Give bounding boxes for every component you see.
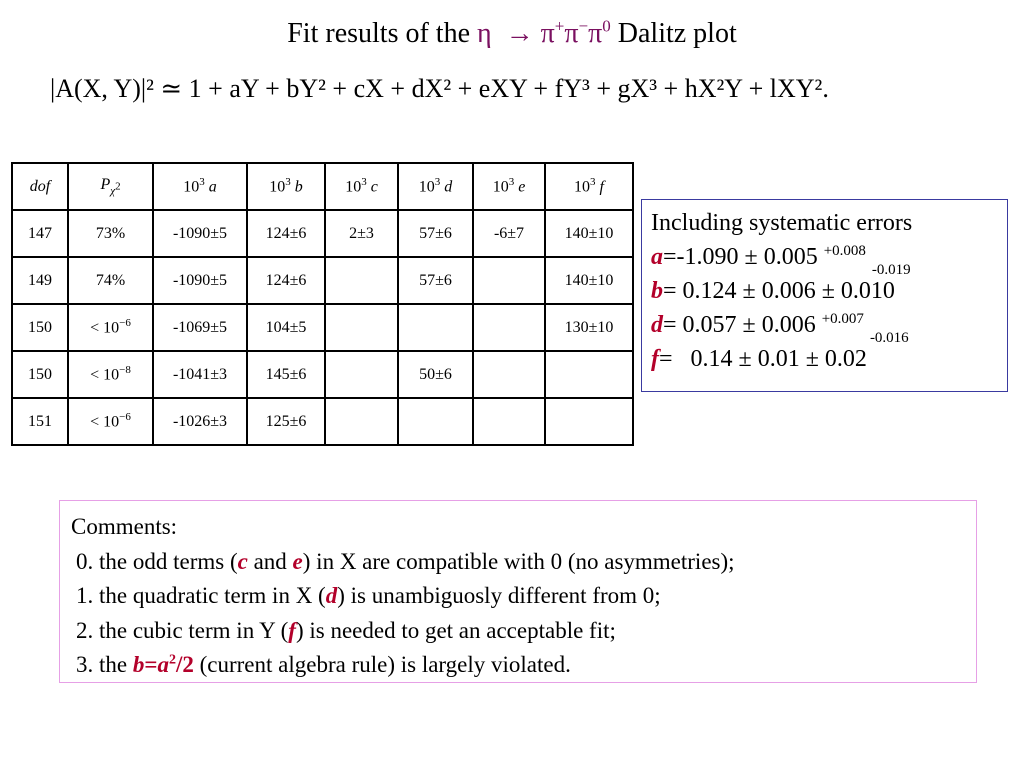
table-cell: -1069±5: [153, 304, 247, 351]
table-cell: 147: [12, 210, 68, 257]
table-cell: [473, 304, 545, 351]
comment-line-3: 3. the $b=a^2/2$ (current algebra rule) is largely violated.: [76, 652, 571, 677]
header-p-chi2: $P_{\chi^2}$: [68, 163, 153, 210]
table-cell: -1090±5: [153, 210, 247, 257]
header-e: $10^3$ e: [473, 163, 545, 210]
table-cell: 150: [12, 304, 68, 351]
table-cell: -1026±3: [153, 398, 247, 445]
fit-results-table: [11, 162, 634, 446]
table-cell: [325, 304, 398, 351]
table-cell: 140±10: [545, 210, 633, 257]
header-b: $10^3$ b: [247, 163, 325, 210]
header-c: $10^3$ c: [325, 163, 398, 210]
table-cell: < $10^{-6}$: [68, 398, 153, 445]
table-row: [12, 351, 633, 398]
arrow-symbol: →: [505, 18, 534, 49]
table-cell: [325, 398, 398, 445]
table-cell: 50±6: [398, 351, 473, 398]
table-cell: [398, 304, 473, 351]
table-cell: [473, 257, 545, 304]
table-cell: 124±6: [247, 257, 325, 304]
title-prefix: Fit results of the: [287, 18, 470, 49]
table-cell: 149: [12, 257, 68, 304]
table-header-row: [12, 163, 633, 210]
table-cell: 57±6: [398, 257, 473, 304]
systematics-title: Including systematic errors: [651, 210, 913, 236]
table-cell: -1041±3: [153, 351, 247, 398]
table-cell: 57±6: [398, 210, 473, 257]
table-cell: 125±6: [247, 398, 325, 445]
table-cell: [473, 351, 545, 398]
formula-text: |A(X, Y)|² ≃ 1 + aY + bY² + cX + dX² + eXY + fY³ + gX³ + hX²Y + lXY².: [50, 74, 829, 103]
table-row: [12, 398, 633, 445]
table-cell: 145±6: [247, 351, 325, 398]
title-suffix: Dalitz plot: [617, 18, 737, 49]
table-cell: 140±10: [545, 257, 633, 304]
table-cell: < $10^{-8}$: [68, 351, 153, 398]
comment-line-0: 0. the odd terms (c and e) in X are compatible with 0 (no asymmetries);: [76, 548, 735, 574]
comments-title: Comments:: [71, 514, 178, 539]
header-dof: dof: [12, 163, 68, 210]
comment-line-1: 1. the quadratic term in X (d) is unambiguosly different from 0;: [76, 583, 661, 608]
table-row: [12, 304, 633, 351]
table-row: [12, 210, 633, 257]
amplitude-formula: [50, 74, 1000, 104]
table-cell: 130±10: [545, 304, 633, 351]
header-a: $10^3$ a: [153, 163, 247, 210]
table-cell: 2±3: [325, 210, 398, 257]
slide-title: [0, 18, 1024, 50]
param-a-line: a=-1.090 ± 0.005 $^{+0.008}_{-0.019}$: [651, 243, 911, 278]
table-row: [12, 257, 633, 304]
table-cell: 104±5: [247, 304, 325, 351]
pi-minus: π−: [564, 16, 589, 49]
table-cell: 74%: [68, 257, 153, 304]
table-cell: 151: [12, 398, 68, 445]
table-cell: 150: [12, 351, 68, 398]
param-d-line: d= 0.057 ± 0.006 $^{+0.007}_{-0.016}$: [651, 311, 909, 346]
table-cell: [545, 398, 633, 445]
table-cell: [545, 351, 633, 398]
comment-line-2: 2. the cubic term in Y (f) is needed to get an acceptable fit;: [76, 617, 616, 643]
eta-symbol: η: [477, 18, 492, 49]
param-b-line: b= 0.124 ± 0.006 ± 0.010: [651, 278, 895, 304]
table-cell: -6±7: [473, 210, 545, 257]
table-cell: 124±6: [247, 210, 325, 257]
header-f: $10^3$ f: [545, 163, 633, 210]
table-cell: -1090±5: [153, 257, 247, 304]
table-cell: 73%: [68, 210, 153, 257]
table-cell: [325, 257, 398, 304]
header-d: $10^3$ d: [398, 163, 473, 210]
pi-plus: π+: [540, 16, 565, 49]
table-cell: [398, 398, 473, 445]
table-cell: [473, 398, 545, 445]
table-cell: < $10^{-6}$: [68, 304, 153, 351]
systematic-errors-box: [641, 199, 1008, 392]
pi-zero: $\pi^0$: [588, 16, 611, 49]
table-cell: [325, 351, 398, 398]
comments-box: [59, 500, 977, 683]
param-f-line: f= 0.14 ± 0.01 ± 0.02: [651, 346, 867, 372]
